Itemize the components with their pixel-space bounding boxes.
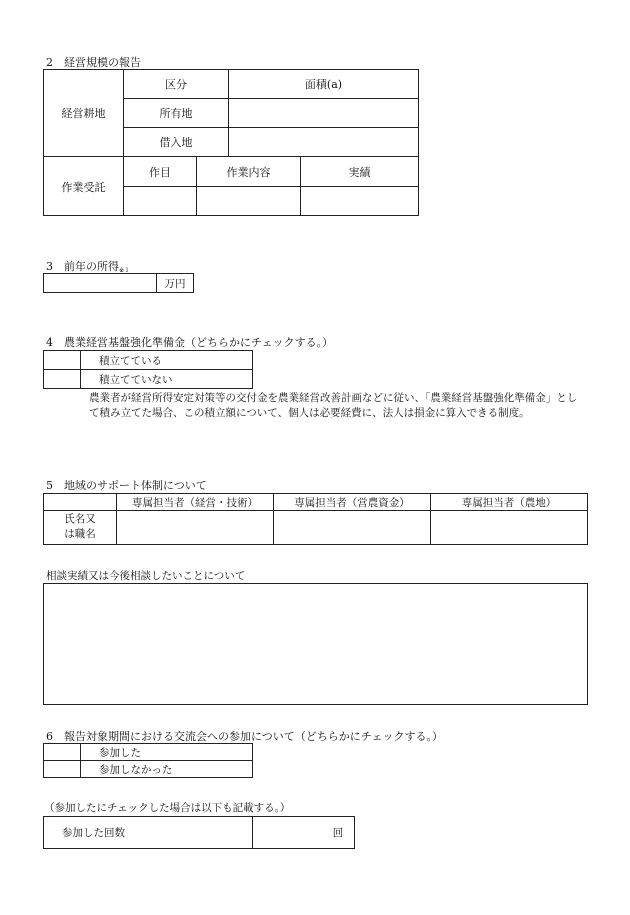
work-content-header: 作業内容 [226,165,271,179]
farmland-label: 経営耕地 [61,107,106,120]
reserve-explanation: 農業者が経営所得安定対策等の交付金を農業経営改善計画などに従い、「農業経営基盤強化準備金」として積み立てた場合、この積立額について、個人は必要経費に、法人は損金に算入できる制度。 [89,392,578,419]
tech-staff-header: 専属担当者（経営・技術） [132,496,258,509]
reserve-no-checkbox[interactable] [44,370,80,388]
not-attended-label: 参加しなかった [99,763,173,776]
finance-staff-header: 専属担当者（営農資金） [294,496,410,509]
not-attended-checkbox[interactable] [44,761,80,777]
section3-heading [46,258,130,274]
income-field[interactable] [44,274,156,292]
reserve-yes-checkbox[interactable] [44,351,80,369]
finance-staff-name-field[interactable] [274,511,430,544]
section2-heading: 2 経営規模の報告 [46,56,141,69]
crop-field[interactable] [124,187,196,215]
attendance-count-label: 参加した回数 [62,827,125,839]
owned-land-area-field[interactable] [229,99,418,127]
name-label-line2: は職名 [64,528,96,540]
followup-note: （参加したにチェックした場合は以下も記載する。） [44,802,291,814]
result-header: 実績 [348,165,371,179]
divider [80,350,81,389]
land-staff-name-field[interactable] [431,511,587,544]
reserve-no-label: 積立てていない [99,373,173,386]
contract-work-label: 作業受託 [61,180,106,194]
leased-land-area-field[interactable] [229,128,418,156]
attended-checkbox[interactable] [44,744,80,760]
work-content-field[interactable] [197,187,300,215]
tech-staff-name-field[interactable] [117,511,273,544]
name-label-line1: 氏名又 [64,513,96,525]
name-or-title-label [44,512,116,542]
footnote-mark: ※１ [119,267,131,274]
attendance-count-unit: 回 [332,827,344,839]
land-staff-header: 専属担当者（農地） [461,496,557,509]
income-unit: 万円 [164,277,186,290]
leased-land-label: 借入地 [159,136,193,149]
section5-heading: 5 地域のサポート体制について [46,479,207,492]
area-header: 面積(a) [304,78,343,91]
reserve-yes-label: 積立てている [99,354,162,367]
attendance-count-field[interactable] [253,817,323,848]
section3-heading-text: 3 前年の所得 [46,260,119,273]
consultation-heading: 相談実績又は今後相談したいことについて [46,570,246,582]
result-field[interactable] [301,187,418,215]
section4-heading: 4 農業経営基盤強化準備金（どちらかにチェックする。） [46,336,334,349]
divider [80,743,81,778]
section6-heading: 6 報告対象期間における交流会への参加について（どちらかにチェックする。） [46,730,443,743]
crop-header: 作目 [149,165,171,179]
owned-land-label: 所有地 [159,107,193,120]
consultation-textarea[interactable] [43,583,588,705]
attended-label: 参加した [99,746,141,759]
category-header: 区分 [165,78,187,91]
